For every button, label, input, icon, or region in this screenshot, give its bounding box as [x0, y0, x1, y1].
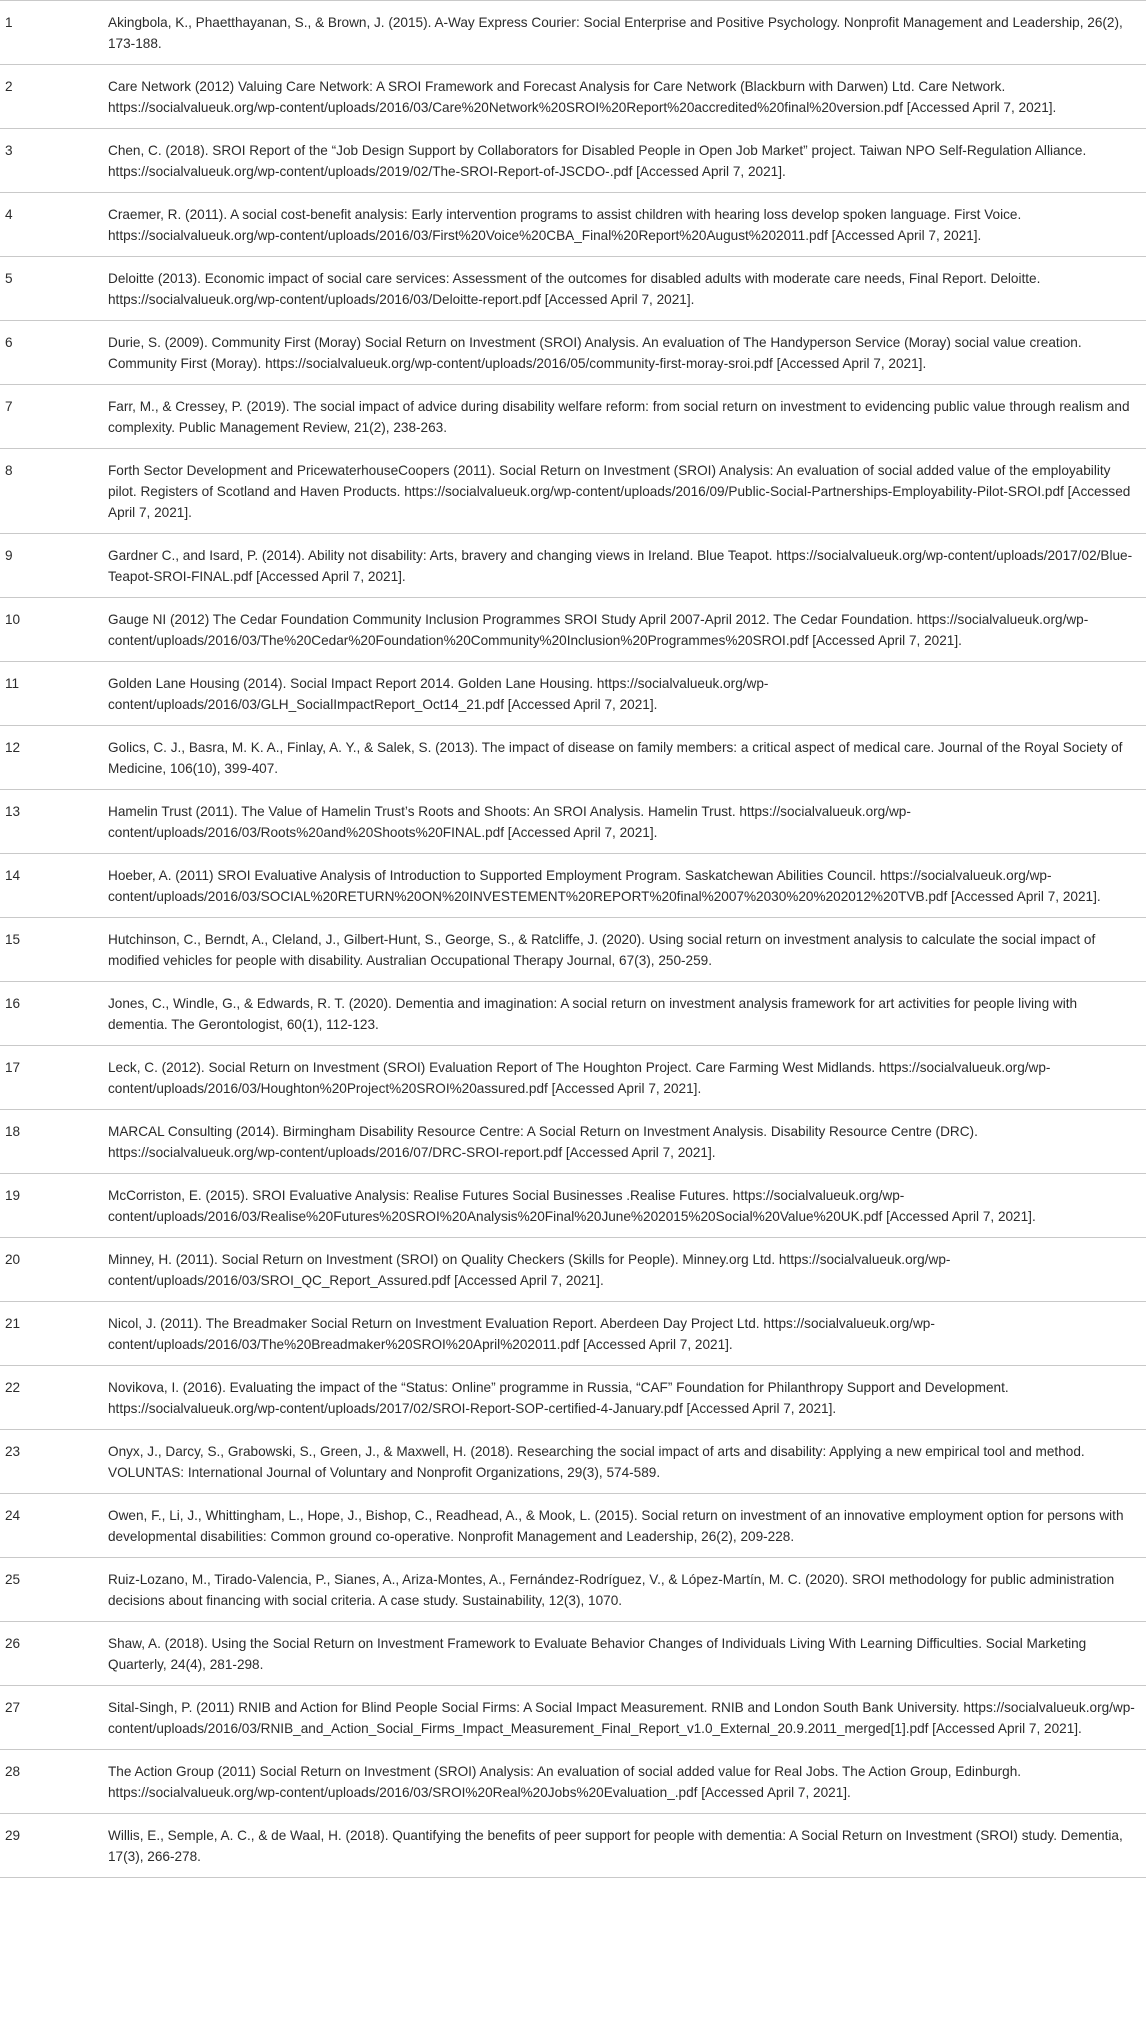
reference-row: [0, 1366, 1146, 1430]
reference-text: Novikova, I. (2016). Evaluating the impact of the “Status: Online” programme in Russia, “CAF” Foundation for Philanthropy Support and Development. https://socialvalueuk.org/wp-content/uploads/2017/02/SROI-Report-SOP-certified-4-January.pdf [Accessed April 7, 2021].: [108, 1380, 1009, 1416]
reference-text: Hutchinson, C., Berndt, A., Cleland, J., Gilbert-Hunt, S., George, S., & Ratcliffe, J. (2020). Using social return on investment analysis to calculate the social impact of modified vehicles for people with disability. Australian Occupational Therapy Journal, 67(3), 250-259.: [108, 932, 1096, 968]
reference-number: 22: [5, 1380, 21, 1395]
reference-row: [0, 534, 1146, 598]
reference-text: Deloitte (2013). Economic impact of social care services: Assessment of the outcomes for disabled adults with moderate care needs, Final Report. Deloitte. https://socialvalueuk.org/wp-content/uploads/2016/03/Deloitte-report.pdf [Accessed April 7, 2021].: [108, 271, 1041, 307]
reference-number: 16: [5, 996, 21, 1011]
reference-row: [0, 982, 1146, 1046]
reference-number: 14: [5, 868, 21, 883]
reference-number: 19: [5, 1188, 21, 1203]
reference-row: [0, 1622, 1146, 1686]
reference-text: Golics, C. J., Basra, M. K. A., Finlay, A. Y., & Salek, S. (2013). The impact of disease on family members: a critical aspect of medical care. Journal of the Royal Society of Medicine, 106(10), 399-407.: [108, 740, 1123, 776]
reference-number: 17: [5, 1060, 21, 1075]
reference-number: 18: [5, 1124, 21, 1139]
reference-number: 3: [5, 143, 13, 158]
reference-number: 15: [5, 932, 21, 947]
reference-row: [0, 1174, 1146, 1238]
reference-number: 12: [5, 740, 21, 755]
reference-text: Owen, F., Li, J., Whittingham, L., Hope, J., Bishop, C., Readhead, A., & Mook, L. (2015). Social return on investment of an innovative employment option for persons with developmental disabilities: Common ground co-operative. Nonprofit Management and Leadership, 26(2), 209-228.: [108, 1508, 1124, 1544]
reference-row: [0, 385, 1146, 449]
reference-row: [0, 65, 1146, 129]
reference-row: [0, 918, 1146, 982]
reference-row: [0, 1110, 1146, 1174]
reference-row: [0, 1430, 1146, 1494]
reference-number: 23: [5, 1444, 21, 1459]
reference-text: Jones, C., Windle, G., & Edwards, R. T. (2020). Dementia and imagination: A social return on investment analysis framework for art activities for people living with dementia. The Gerontologist, 60(1), 112-123.: [108, 996, 1078, 1032]
reference-text: The Action Group (2011) Social Return on Investment (SROI) Analysis: An evaluation of social added value for Real Jobs. The Action Group, Edinburgh. https://socialvalueuk.org/wp-content/uploads/2016/03/SROI%20Real%20Jobs%20Evaluation_.pdf [Accessed April 7, 2021].: [108, 1764, 1022, 1800]
reference-row: [0, 1302, 1146, 1366]
reference-row: [0, 1750, 1146, 1814]
reference-number: 9: [5, 548, 13, 563]
reference-row: [0, 790, 1146, 854]
reference-row: [0, 257, 1146, 321]
reference-row: [0, 1046, 1146, 1110]
reference-number: 24: [5, 1508, 21, 1523]
reference-text: Hamelin Trust (2011). The Value of Hamelin Trust’s Roots and Shoots: An SROI Analysis. Hamelin Trust. https://socialvalueuk.org/wp-content/uploads/2016/03/Roots%20and%20Shoots%20FINAL.pdf [Accessed April 7, 2021].: [108, 804, 911, 840]
reference-row: [0, 1, 1146, 65]
reference-text: Ruiz-Lozano, M., Tirado-Valencia, P., Sianes, A., Ariza-Montes, A., Fernández-Rodríguez, V., & López-Martín, M. C. (2020). SROI methodology for public administration decisions about financing with social criteria. A case study. Sustainability, 12(3), 1070.: [108, 1572, 1115, 1608]
reference-number: 20: [5, 1252, 21, 1267]
reference-row: [0, 449, 1146, 534]
reference-text: Durie, S. (2009). Community First (Moray) Social Return on Investment (SROI) Analysis. An evaluation of The Handyperson Service (Moray) social value creation. Community First (Moray). https://socialvalueuk.org/wp-content/uploads/2016/05/community-first-moray-sroi.pdf [Accessed April 7, 2021].: [108, 335, 1082, 371]
reference-number: 5: [5, 271, 13, 286]
reference-text: McCorriston, E. (2015). SROI Evaluative Analysis: Realise Futures Social Businesses .Realise Futures. https://socialvalueuk.org/wp-content/uploads/2016/03/Realise%20Futures%20SROI%20Analysis%20Final%20June%202015%20Social%20Value%20UK.pdf [Accessed April 7, 2021].: [108, 1188, 1036, 1224]
reference-row: [0, 662, 1146, 726]
reference-row: [0, 598, 1146, 662]
reference-text: Golden Lane Housing (2014). Social Impact Report 2014. Golden Lane Housing. https://socialvalueuk.org/wp-content/uploads/2016/03/GLH_SocialImpactReport_Oct14_21.pdf [Accessed April 7, 2021].: [108, 676, 769, 712]
reference-number: 28: [5, 1764, 21, 1779]
reference-text: Chen, C. (2018). SROI Report of the “Job Design Support by Collaborators for Disabled People in Open Job Market” project. Taiwan NPO Self-Regulation Alliance. https://socialvalueuk.org/wp-content/uploads/2019/02/The-SROI-Report-of-JSCDO-.pdf [Accessed April 7, 2021].: [108, 143, 1087, 179]
reference-number: 25: [5, 1572, 21, 1587]
reference-text: Gardner C., and Isard, P. (2014). Ability not disability: Arts, bravery and changing views in Ireland. Blue Teapot. https://socialvalueuk.org/wp-content/uploads/2017/02/Blue-Teapot-SROI-FINAL.pdf [Accessed April 7, 2021].: [108, 548, 1133, 584]
reference-number: 21: [5, 1316, 21, 1331]
reference-row: [0, 321, 1146, 385]
reference-number: 29: [5, 1828, 21, 1843]
reference-number: 7: [5, 399, 13, 414]
reference-number: 27: [5, 1700, 21, 1715]
reference-text: Willis, E., Semple, A. C., & de Waal, H. (2018). Quantifying the benefits of peer support for people with dementia: A Social Return on Investment (SROI) study. Dementia, 17(3), 266-278.: [108, 1828, 1123, 1864]
reference-text: Care Network (2012) Valuing Care Network: A SROI Framework and Forecast Analysis for Care Network (Blackburn with Darwen) Ltd. Care Network. https://socialvalueuk.org/wp-content/uploads/2016/03/Care%20Network%20SROI%20Report%20accredited%20final%20version.pdf [Accessed April 7, 2021].: [108, 79, 1057, 115]
reference-row: [0, 726, 1146, 790]
reference-number: 11: [5, 676, 20, 691]
reference-text: Shaw, A. (2018). Using the Social Return on Investment Framework to Evaluate Behavior Changes of Individuals Living With Learning Difficulties. Social Marketing Quarterly, 24(4), 281-298.: [108, 1636, 1087, 1672]
reference-row: [0, 193, 1146, 257]
reference-text: Sital-Singh, P. (2011) RNIB and Action for Blind People Social Firms: A Social Impact Measurement. RNIB and London South Bank University. https://socialvalueuk.org/wp-content/uploads/2016/03/RNIB_and_Action_Social_Firms_Impact_Measurement_Final_Report_v1.0_External_20.9.2011_merged[1].pdf [Accessed April 7, 2021].: [108, 1700, 1135, 1736]
reference-text: Farr, M., & Cressey, P. (2019). The social impact of advice during disability welfare reform: from social return on investment to evidencing public value through realism and complexity. Public Management Review, 21(2), 238-263.: [108, 399, 1130, 435]
reference-text: Nicol, J. (2011). The Breadmaker Social Return on Investment Evaluation Report. Aberdeen Day Project Ltd. https://socialvalueuk.org/wp-content/uploads/2016/03/The%20Breadmaker%20SROI%20April%202011.pdf [Accessed April 7, 2021].: [108, 1316, 935, 1352]
reference-text: Leck, C. (2012). Social Return on Investment (SROI) Evaluation Report of The Houghton Project. Care Farming West Midlands. https://socialvalueuk.org/wp-content/uploads/2016/03/Houghton%20Project%20SROI%20assured.pdf [Accessed April 7, 2021].: [108, 1060, 1051, 1096]
reference-text: Gauge NI (2012) The Cedar Foundation Community Inclusion Programmes SROI Study April 2007-April 2012. The Cedar Foundation. https://socialvalueuk.org/wp-content/uploads/2016/03/The%20Cedar%20Foundation%20Community%20Inclusion%20Programmes%20SROI.pdf [Accessed April 7, 2021].: [108, 612, 1089, 648]
reference-row: [0, 1814, 1146, 1878]
reference-number: 6: [5, 335, 13, 350]
reference-number: 8: [5, 463, 13, 478]
reference-text: Akingbola, K., Phaetthayanan, S., & Brown, J. (2015). A-Way Express Courier: Social Enterprise and Positive Psychology. Nonprofit Management and Leadership, 26(2), 173-188.: [108, 15, 1123, 51]
reference-text: Craemer, R. (2011). A social cost-benefit analysis: Early intervention programs to assist children with hearing loss develop spoken language. First Voice. https://socialvalueuk.org/wp-content/uploads/2016/03/First%20Voice%20CBA_Final%20Report%20August%202011.pdf [Accessed April 7, 2021].: [108, 207, 1022, 243]
reference-row: [0, 1558, 1146, 1622]
reference-number: 13: [5, 804, 21, 819]
reference-row: [0, 1494, 1146, 1558]
reference-text: Minney, H. (2011). Social Return on Investment (SROI) on Quality Checkers (Skills for People). Minney.org Ltd. https://socialvalueuk.org/wp-content/uploads/2016/03/SROI_QC_Report_Assured.pdf [Accessed April 7, 2021].: [108, 1252, 951, 1288]
reference-number: 4: [5, 207, 13, 222]
reference-number: 1: [5, 15, 13, 30]
reference-text: MARCAL Consulting (2014). Birmingham Disability Resource Centre: A Social Return on Investment Analysis. Disability Resource Centre (DRC). https://socialvalueuk.org/wp-content/uploads/2016/07/DRC-SROI-report.pdf [Accessed April 7, 2021].: [108, 1124, 978, 1160]
reference-row: [0, 1686, 1146, 1750]
reference-number: 10: [5, 612, 21, 627]
reference-row: [0, 1238, 1146, 1302]
reference-row: [0, 129, 1146, 193]
reference-text: Onyx, J., Darcy, S., Grabowski, S., Green, J., & Maxwell, H. (2018). Researching the social impact of arts and disability: Applying a new empirical tool and method. VOLUNTAS: International Journal of Voluntary and Nonprofit Organizations, 29(3), 574-589.: [108, 1444, 1085, 1480]
reference-number: 2: [5, 79, 13, 94]
reference-number: 26: [5, 1636, 21, 1651]
reference-text: Forth Sector Development and PricewaterhouseCoopers (2011). Social Return on Investment (SROI) Analysis: An evaluation of social added value of the employability pilot. Registers of Scotland and Haven Products. https://socialvalueuk.org/wp-content/uploads/2016/09/Public-Social-Partnerships-Employability-Pilot-SROI.pdf [Accessed April 7, 2021].: [108, 463, 1131, 520]
reference-text: Hoeber, A. (2011) SROI Evaluative Analysis of Introduction to Supported Employment Program. Saskatchewan Abilities Council. https://socialvalueuk.org/wp-content/uploads/2016/03/SOCIAL%20RETURN%20ON%20INVESTEMENT%20REPORT%20final%2007%2030%20%202012%20TVB.pdf [Accessed April 7, 2021].: [108, 868, 1101, 904]
reference-row: [0, 854, 1146, 918]
